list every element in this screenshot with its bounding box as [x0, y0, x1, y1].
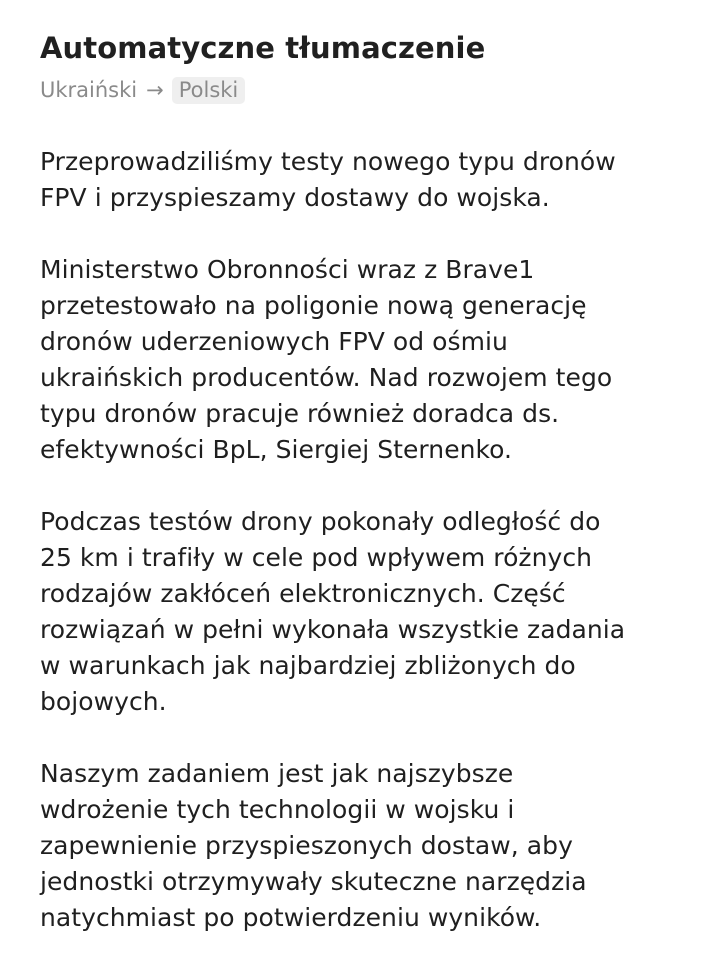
text-line: 25 km i trafiły w cele pod wpływem różnych	[40, 543, 593, 572]
text-line: dronów uderzeniowych FPV od ośmiu	[40, 327, 508, 356]
text-line: bojowych.	[40, 687, 167, 716]
sheet-title: Automatyczne tłumaczenie	[40, 31, 486, 65]
paragraph-4	[40, 756, 680, 936]
text-line: Ministerstwo Obronności wraz z Brave1	[40, 255, 535, 284]
source-language[interactable]: Ukraiński	[40, 78, 138, 102]
language-pair	[40, 74, 680, 106]
text-line: efektywności BpL, Siergiej Sternenko.	[40, 435, 513, 464]
text-line: rozwiązań w pełni wykonała wszystkie zadania	[40, 615, 626, 644]
text-line: przetestowało na poligonie nową generację	[40, 291, 587, 320]
text-line: wdrożenie tych technologii w wojsku i	[40, 795, 515, 824]
text-line: Podczas testów drony pokonały odległość do	[40, 507, 601, 536]
translated-text	[40, 144, 680, 936]
text-line: Naszym zadaniem jest jak najszybsze	[40, 759, 514, 788]
target-language[interactable]: Polski	[172, 77, 246, 104]
text-line: FPV i przyspieszamy dostawy do wojska.	[40, 183, 550, 212]
text-line: rodzajów zakłóceń elektronicznych. Część	[40, 579, 566, 608]
text-line: w warunkach jak najbardziej zbliżonych do	[40, 651, 576, 680]
paragraph-3	[40, 504, 680, 720]
text-line: jednostki otrzymywały skuteczne narzędzia	[40, 867, 587, 896]
text-line: Przeprowadziliśmy testy nowego typu dronów	[40, 147, 616, 176]
arrow-right-icon: →	[146, 78, 164, 102]
text-line: typu dronów pracuje również doradca ds.	[40, 399, 560, 428]
text-line: ukraińskich producentów. Nad rozwojem tego	[40, 363, 613, 392]
paragraph-1	[40, 144, 680, 216]
paragraph-2	[40, 252, 680, 468]
text-line: zapewnienie przyspieszonych dostaw, aby	[40, 831, 573, 860]
text-line: natychmiast po potwierdzeniu wyników.	[40, 903, 542, 932]
